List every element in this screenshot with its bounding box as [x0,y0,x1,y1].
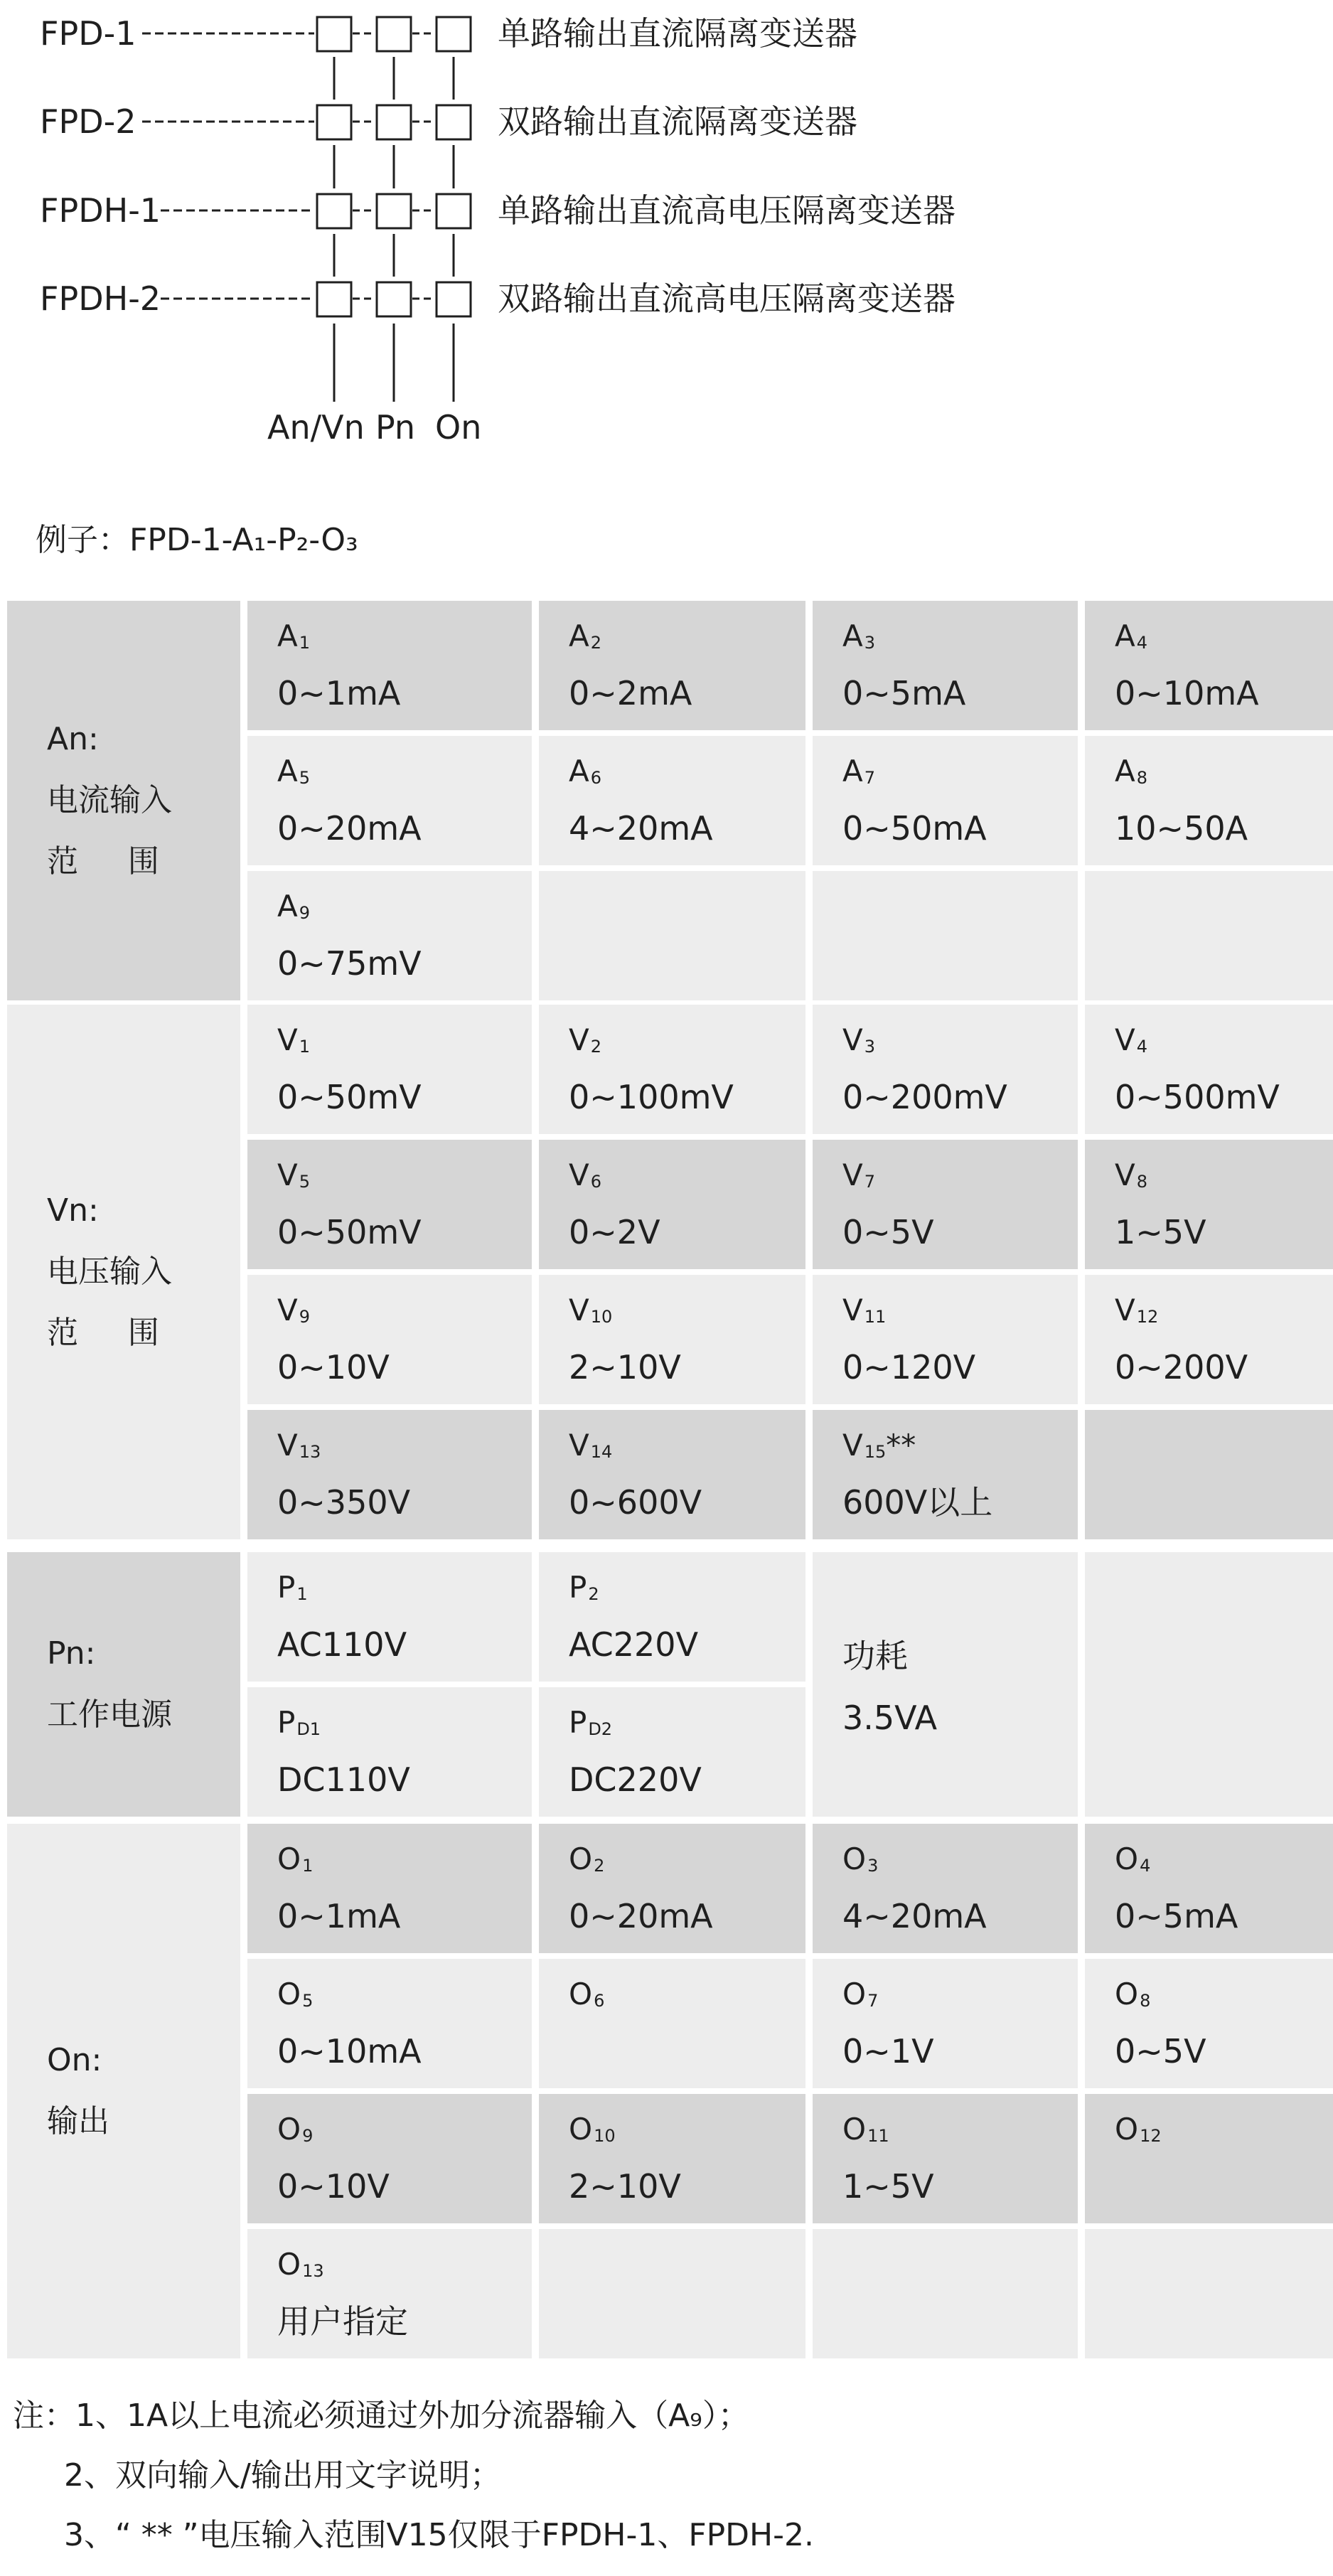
option-code-index: 9 [299,1307,311,1327]
option-value: 0~10mA [1115,674,1259,712]
option-value: 0~200mV [842,1078,1007,1116]
option-code [569,1839,604,1886]
option-code [569,1155,601,1202]
option-code-index: 10 [590,1307,613,1327]
option-code [842,1155,875,1202]
option-cell [247,2229,532,2358]
option-code-index: 3 [864,1037,876,1057]
option-code-letter: V [842,1158,863,1192]
option-code-letter: V [1115,1022,1135,1057]
option-cell [539,1959,805,2088]
option-code-letter: O [1115,2112,1139,2147]
section-header-label: Vn: 电压输入 范 围 [47,1192,172,1351]
option-value: 0~5mA [1115,1897,1238,1935]
option-code-letter: O [569,1977,593,2011]
code-structure-lines [0,0,1333,483]
option-cell [539,2094,805,2223]
option-code [569,616,601,663]
option-code-letter: A [1115,754,1135,789]
option-cell [1085,1410,1333,1539]
option-code-letter: V [1115,1293,1135,1327]
option-code-index: 6 [594,1991,605,2011]
option-code [1115,752,1147,798]
option-code-letter: O [842,2112,867,2147]
option-value: 2~10V [569,1348,681,1386]
option-code-index: 10 [594,2126,616,2146]
option-cell [1085,1005,1333,1134]
selection-table [7,601,1333,2364]
option-code [569,1290,612,1337]
option-cell [539,1552,805,1682]
option-code-index: D2 [588,1719,613,1739]
option-value: 0~75mV [277,944,422,983]
option-code [277,1155,310,1202]
option-code [842,752,875,798]
option-value: 0~5mA [842,674,966,712]
option-cell [1085,871,1333,1000]
section-header-label: On: 输出 [47,2042,109,2139]
option-code [277,752,310,798]
option-code [277,616,310,663]
option-value: 用户指定 [277,2302,408,2341]
option-code-index: 7 [867,1991,879,2011]
option-value: 0~5V [842,1213,934,1251]
option-code-index: 3 [864,633,876,653]
option-cell [539,2229,805,2358]
option-code-letter: O [842,1977,867,2011]
section-header-on [7,1824,240,2358]
option-code [277,1290,310,1337]
option-cell [813,1140,1078,1269]
section-header-label: An: 电流输入 范 围 [47,721,172,880]
option-cell [813,2229,1078,2358]
option-code-letter: V [569,1158,589,1192]
option-value: 0~5V [1115,2032,1206,2070]
option-cell [1085,1140,1333,1269]
option-value: 600V以上 [842,1483,993,1522]
option-code [842,1974,878,2021]
option-code-index: 9 [299,903,311,923]
option-code-letter: O [277,1977,301,2011]
option-cell [539,1410,805,1539]
option-value: 0~1V [842,2032,934,2070]
option-code-index: 12 [1140,2126,1162,2146]
option-code [277,1703,321,1749]
option-code-letter: P [569,1705,587,1740]
option-code-letter: A [1115,619,1135,653]
option-value: 1~5V [1115,1213,1206,1251]
option-value: 0~10mA [277,2032,422,2070]
option-code-letter: V [569,1293,589,1327]
column-label-on: On [435,408,482,447]
option-code-index: 13 [302,2261,324,2281]
empty-cell [1085,1552,1333,1817]
option-code-letter: O [277,2247,301,2282]
option-cell [813,1005,1078,1134]
option-cell [247,871,532,1000]
option-code-index: 4 [1136,633,1148,653]
option-code [569,2110,616,2156]
option-code-letter: V [569,1022,589,1057]
model-desc-fpdh-2: 双路输出直流高电压隔离变送器 [498,279,955,318]
option-cell [539,1140,805,1269]
option-value: 1~5V [842,2167,934,2206]
option-code [277,1974,313,2021]
option-value: 0~1mA [277,1897,401,1935]
option-code [1115,1290,1158,1337]
option-code-index: 8 [1140,1991,1151,2011]
option-value: 0~50mV [277,1078,422,1116]
option-cell [813,871,1078,1000]
option-code-letter: O [1115,1977,1139,2011]
option-code-index: 3 [867,1856,879,1876]
option-code-letter: O [842,1842,867,1876]
option-value: 0~10V [277,2167,390,2206]
option-code-letter: V [277,1428,298,1463]
power-consumption-label: 功耗 [842,1637,908,1675]
option-code-letter: A [569,619,589,653]
option-value: 0~1mA [277,674,401,712]
option-code [277,2110,313,2156]
option-code [1115,1974,1150,2021]
option-cell [539,1824,805,1953]
option-code [842,1426,916,1472]
option-code-letter: A [842,754,863,789]
option-code [1115,616,1147,663]
option-code-index: 1 [299,1037,311,1057]
option-cell [1085,2094,1333,2223]
model-code-fpdh-1: FPDH-1 [40,191,161,230]
note-3: 3、“ ** ”电压输入范围V15仅限于FPDH-1、FPDH-2. [64,2517,814,2553]
option-code-letter: V [277,1293,298,1327]
option-code-index: 9 [302,2126,314,2146]
option-value: DC110V [277,1760,410,1799]
option-cell [247,1552,532,1682]
option-code-index: 5 [299,1172,311,1192]
option-code-letter: A [277,889,298,924]
model-desc-fpdh-1: 单路输出直流高电压隔离变送器 [498,191,955,230]
section-header-vn [7,1005,240,1539]
option-code-index: 2 [588,1584,599,1604]
option-code-index: 15 [864,1442,887,1462]
option-code-letter: V [277,1022,298,1057]
option-cell [813,1275,1078,1404]
option-code-index: 8 [1136,1172,1148,1192]
option-code-letter: A [277,619,298,653]
model-code-fpd-1: FPD-1 [40,14,136,53]
note-2: 2、双向输入/输出用文字说明； [64,2457,501,2494]
option-cell [247,1687,532,1817]
model-code-diagram [0,0,1333,483]
option-value: 0~10V [277,1348,390,1386]
section-header-label: Pn: 工作电源 [47,1635,172,1733]
model-code-fpd-2: FPD-2 [40,102,136,141]
option-code-letter: V [842,1022,863,1057]
option-code-letter: O [569,1842,593,1876]
option-code [277,1839,313,1886]
option-code-index: 4 [1140,1856,1151,1876]
option-code [842,1020,875,1067]
option-code [277,1020,310,1067]
section-header-an [7,601,240,1000]
option-cell [539,1275,805,1404]
option-value: 0~600V [569,1483,702,1522]
option-cell [1085,1275,1333,1404]
option-cell [247,2094,532,2223]
option-code-letter: A [277,754,298,789]
option-code-index: 1 [296,1584,308,1604]
option-cell [1085,1824,1333,1953]
option-code-letter: P [277,1570,296,1605]
option-code-letter: A [569,754,589,789]
option-code-letter: O [1115,1842,1139,1876]
option-code-index: 11 [864,1307,887,1327]
option-code-letter: V [277,1158,298,1192]
option-code-index: 2 [590,633,602,653]
option-code-index: 7 [864,1172,876,1192]
option-code [277,2245,324,2291]
option-cell [813,1959,1078,2088]
option-code [842,1839,878,1886]
option-code-index: 7 [864,768,876,788]
column-label-pn: Pn [375,408,416,447]
option-cell [247,736,532,865]
option-value: AC220V [569,1625,699,1664]
option-value: 0~200V [1115,1348,1248,1386]
option-cell [247,1824,532,1953]
option-code-index: 1 [302,1856,314,1876]
option-code-letter: V [842,1293,863,1327]
option-code-letter: V [569,1428,589,1463]
option-cell [813,736,1078,865]
option-code-index: 6 [590,1172,602,1192]
option-cell [813,1824,1078,1953]
option-cell [539,736,805,865]
option-cell [1085,736,1333,865]
power-consumption-cell [813,1552,1078,1817]
option-value: 4~20mA [842,1897,987,1935]
option-code-index: 11 [867,2126,889,2146]
option-cell [247,601,532,730]
option-code [569,1703,612,1749]
option-code [569,752,601,798]
model-code-fpdh-2: FPDH-2 [40,279,161,318]
option-code [842,1290,886,1337]
option-code [842,616,875,663]
option-code [569,1426,612,1472]
option-value: 0~120V [842,1348,976,1386]
model-desc-fpd-1: 单路输出直流隔离变送器 [498,14,857,53]
example-code: 例子：FPD-1-A₁-P₂-O₃ [36,522,358,558]
option-value: 4~20mA [569,809,713,848]
option-code-letter: V [1115,1158,1135,1192]
option-code-index: 2 [590,1037,602,1057]
option-code [842,2110,889,2156]
option-code-index: 14 [590,1442,613,1462]
option-code-index: 5 [299,768,311,788]
option-code-letter: A [842,619,863,653]
option-code-letter: O [277,1842,301,1876]
option-cell [1085,2229,1333,2358]
option-code [1115,2110,1162,2156]
option-code-letter: O [277,2112,301,2147]
option-cell [247,1410,532,1539]
option-value: 0~2mA [569,674,692,712]
option-code-letter: P [569,1570,587,1605]
option-code-letter: V [842,1428,863,1463]
option-code [1115,1020,1147,1067]
option-code [277,1426,321,1472]
option-cell [247,1275,532,1404]
option-value: 2~10V [569,2167,681,2206]
option-value: 0~2V [569,1213,660,1251]
option-value: AC110V [277,1625,407,1664]
option-value: DC220V [569,1760,702,1799]
option-value: 0~20mA [569,1897,713,1935]
option-cell [1085,1959,1333,2088]
option-value: 0~50mV [277,1213,422,1251]
option-cell [247,1005,532,1134]
option-code [569,1568,599,1614]
option-value: 0~100mV [569,1078,734,1116]
option-cell [539,1005,805,1134]
option-code-index: 13 [299,1442,321,1462]
model-desc-fpd-2: 双路输出直流隔离变送器 [498,102,857,141]
note-1: 注：1、1A以上电流必须通过外加分流器输入（A₉）； [13,2398,749,2434]
option-cell [247,1959,532,2088]
section-header-pn [7,1552,240,1817]
option-code-index: D1 [296,1719,321,1739]
option-value: 0~20mA [277,809,422,848]
option-code-index: 2 [594,1856,605,1876]
option-code-footnote-mark: ** [886,1428,916,1463]
option-value: 0~350V [277,1483,411,1522]
option-cell [539,1687,805,1817]
option-code-index: 1 [299,633,311,653]
option-value: 0~50mA [842,809,987,848]
option-code [1115,1839,1150,1886]
option-cell [813,2094,1078,2223]
option-code-index: 4 [1136,1037,1148,1057]
option-code-index: 12 [1136,1307,1159,1327]
option-code [277,1568,308,1614]
option-cell [813,1410,1078,1539]
option-cell [813,601,1078,730]
option-code [277,887,310,933]
option-code-letter: O [569,2112,593,2147]
option-code [569,1974,604,2021]
option-code-letter: P [277,1705,296,1740]
option-cell [539,601,805,730]
option-code-index: 8 [1136,768,1148,788]
option-code [1115,1155,1147,1202]
option-cell [539,871,805,1000]
option-value: 10~50A [1115,809,1248,848]
option-cell [1085,601,1333,730]
column-label-an-vn: An/Vn [267,408,365,447]
option-code [569,1020,601,1067]
option-value: 0~500mV [1115,1078,1280,1116]
option-code-index: 6 [590,768,602,788]
option-code-index: 5 [302,1991,314,2011]
option-cell [247,1140,532,1269]
power-consumption-value: 3.5VA [842,1699,938,1737]
